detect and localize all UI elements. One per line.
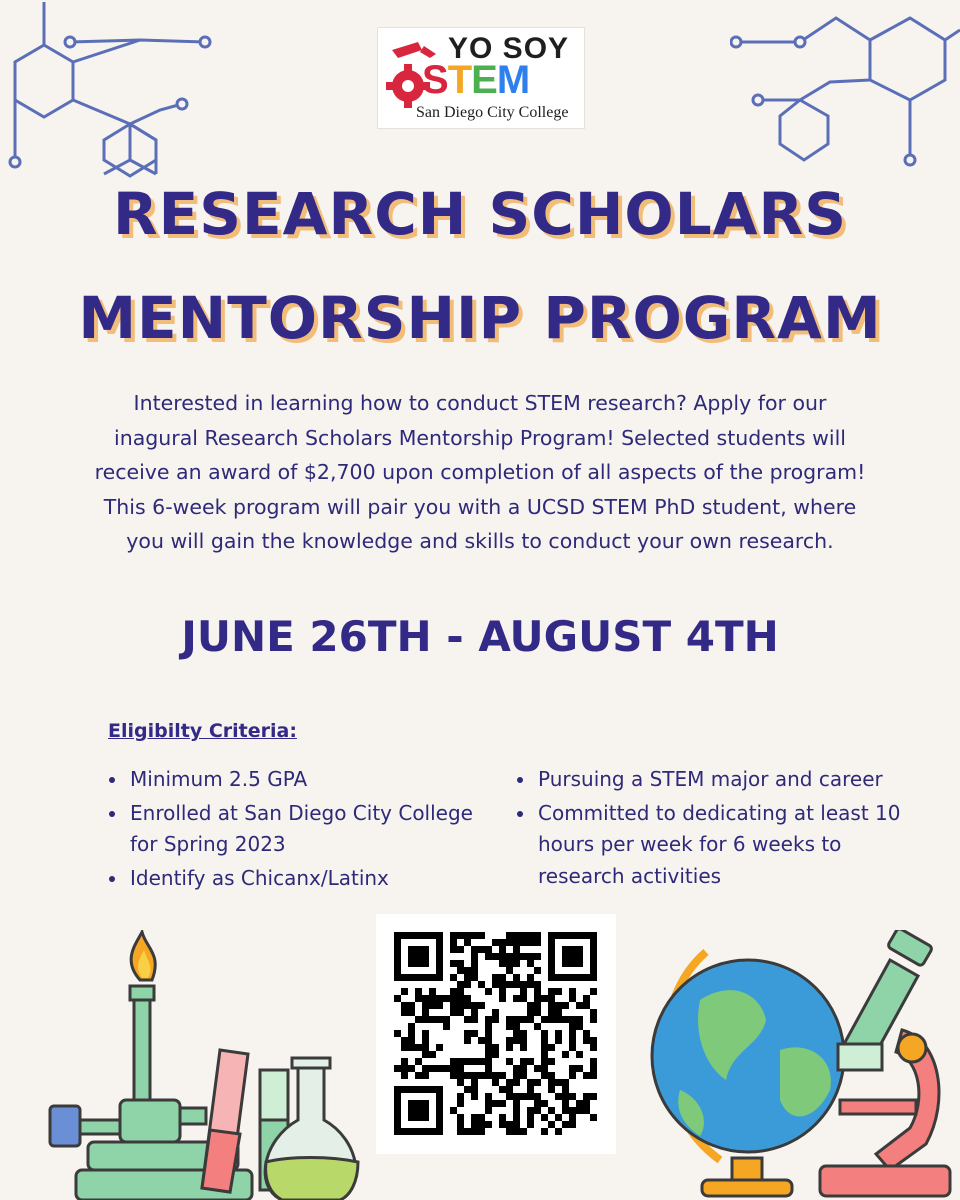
science-illustration-right <box>640 930 960 1200</box>
logo-stem <box>422 60 529 100</box>
program-description: Interested in learning how to conduct STEM research? Apply for our inagural Research Scholars Mentorship Program! Selected students will receive an award of $2,700 upon completion of all aspects of the program! This 6-week program will pair you with a UCSD STEM PhD student, where you will gain the knowledge and skills to conduct your own research. <box>94 391 866 553</box>
logo-yo-soy: YO SOY <box>448 32 570 65</box>
list-item: Committed to dedicating at least 10 hours per week for 6 weeks to research activities <box>514 798 904 893</box>
page-title-line-1: RESEARCH SCHOLARS <box>113 180 847 248</box>
list-item: Identify as Chicanx/Latinx <box>106 863 492 895</box>
yo-soy-stem-logo <box>378 28 584 128</box>
program-dates: JUNE 26TH - AUGUST 4TH <box>181 612 779 661</box>
list-item: Enrolled at San Diego City College for Spring 2023 <box>106 798 492 861</box>
molecule-right-icon <box>730 0 960 180</box>
qr-code-icon <box>376 914 616 1154</box>
logo-college-name: San Diego City College <box>416 104 569 121</box>
logo-stem-t: T <box>447 58 472 102</box>
flame-icon <box>131 932 155 980</box>
logo-stem-m: M <box>496 58 530 102</box>
logo-stem-e: E <box>471 58 497 102</box>
list-item: Pursuing a STEM major and career <box>514 764 904 796</box>
microscope-icon <box>820 930 950 1196</box>
eligibility-list-right <box>514 764 904 894</box>
lab-equipment-illustration <box>40 930 380 1200</box>
globe-icon <box>652 952 844 1196</box>
molecule-left-icon <box>0 0 230 180</box>
list-item: Minimum 2.5 GPA <box>106 764 492 796</box>
eligibility-heading: Eligibilty Criteria: <box>108 720 297 742</box>
page-title-line-2: MENTORSHIP PROGRAM <box>78 284 882 352</box>
qr-code[interactable] <box>376 914 616 1154</box>
eligibility-list-left <box>106 764 492 896</box>
logo-stem-s: S <box>422 58 448 102</box>
